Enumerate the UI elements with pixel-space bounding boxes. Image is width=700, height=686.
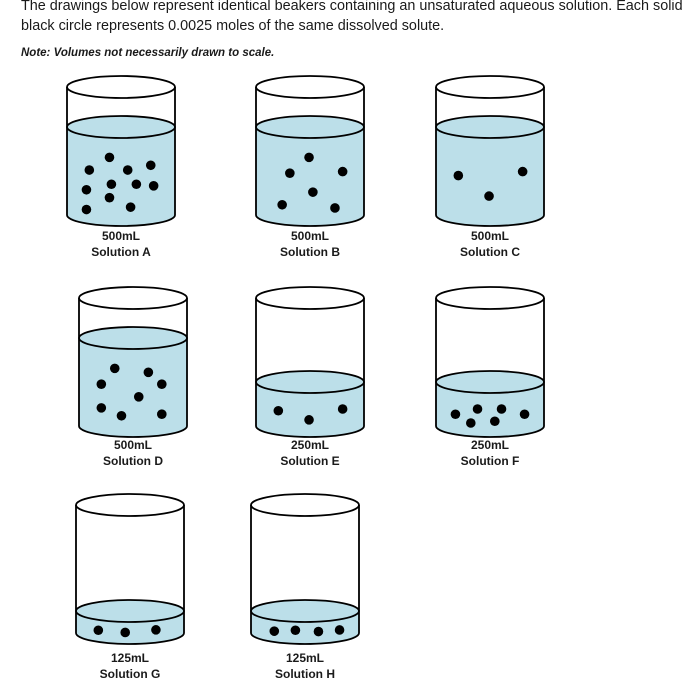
solute-particle	[97, 379, 107, 389]
solute-particle	[82, 185, 92, 195]
beaker-rim	[436, 76, 544, 98]
solute-particle	[285, 168, 295, 178]
solute-particle	[466, 418, 476, 428]
liquid-surface	[76, 600, 184, 622]
beaker-g-label: Solution G	[99, 667, 161, 681]
beaker-a-volume: 500mL	[101, 229, 141, 243]
beaker-h-volume: 125mL	[285, 651, 325, 665]
solute-particle	[291, 625, 301, 635]
solute-particle	[157, 379, 167, 389]
liquid-surface	[256, 116, 364, 138]
liquid-surface	[436, 116, 544, 138]
beaker-c-drawing	[435, 75, 545, 225]
beaker-rim	[256, 287, 364, 309]
beaker-g-volume: 125mL	[110, 651, 150, 665]
solute-particle	[497, 404, 507, 414]
solute-particle	[269, 626, 279, 636]
solute-particle	[473, 404, 483, 414]
solute-particle	[132, 179, 142, 189]
solute-particle	[151, 625, 161, 635]
beaker-g-drawing	[75, 493, 185, 643]
solute-particle	[149, 181, 159, 191]
solute-particle	[520, 409, 530, 419]
solute-particle	[304, 415, 314, 425]
solute-particle	[277, 200, 287, 210]
beaker-d-volume: 500mL	[113, 438, 153, 452]
solute-particle	[157, 409, 167, 419]
liquid-surface	[251, 600, 359, 622]
beaker-d-drawing	[78, 286, 188, 436]
beaker-rim	[256, 76, 364, 98]
beaker-rim	[67, 76, 175, 98]
solute-particle	[120, 628, 130, 638]
beaker-rim	[436, 287, 544, 309]
solute-particle	[107, 179, 117, 189]
beaker-h-drawing	[250, 493, 360, 643]
beaker-a-label: Solution A	[91, 245, 151, 259]
beaker-rim	[79, 287, 187, 309]
solute-particle	[110, 364, 120, 374]
solute-particle	[85, 165, 95, 175]
solute-particle	[338, 167, 348, 177]
solute-particle	[126, 202, 136, 212]
solute-particle	[518, 167, 528, 177]
beaker-h-label: Solution H	[275, 667, 335, 681]
liquid-surface	[256, 371, 364, 393]
beaker-e-drawing	[255, 286, 365, 436]
beaker-a-drawing	[66, 75, 176, 225]
liquid	[256, 127, 364, 226]
beaker-b-volume: 500mL	[290, 229, 330, 243]
solute-particle	[82, 205, 92, 215]
solute-particle	[274, 406, 284, 416]
beaker-c-volume: 500mL	[470, 229, 510, 243]
beaker-f-label: Solution F	[460, 454, 520, 468]
solute-particle	[105, 193, 115, 203]
liquid-surface	[67, 116, 175, 138]
solute-particle	[123, 165, 133, 175]
beaker-rim	[251, 494, 359, 516]
scale-note: Note: Volumes not necessarily drawn to scale.	[21, 47, 275, 59]
solute-particle	[314, 627, 324, 637]
beaker-b-label: Solution B	[280, 245, 340, 259]
solute-particle	[308, 187, 318, 197]
solute-particle	[451, 409, 461, 419]
liquid-surface	[436, 371, 544, 393]
liquid	[436, 127, 544, 226]
beaker-e-volume: 250mL	[290, 438, 330, 452]
solute-particle	[94, 625, 104, 635]
beaker-rim	[76, 494, 184, 516]
solute-particle	[454, 171, 464, 181]
beaker-f-volume: 250mL	[470, 438, 510, 452]
solute-particle	[335, 625, 345, 635]
solute-particle	[338, 404, 348, 414]
intro-text: The drawings below represent identical beakers containing an unsaturated aqueous solution. Each solid black circle represents 0.0025 moles of the same dissolved solute.	[21, 0, 683, 34]
solute-particle	[134, 392, 144, 402]
solute-particle	[105, 153, 115, 163]
solute-particle	[144, 368, 154, 378]
solute-particle	[146, 160, 156, 170]
beaker-e-label: Solution E	[280, 454, 340, 468]
beaker-b-drawing	[255, 75, 365, 225]
solute-particle	[304, 153, 314, 163]
liquid	[79, 338, 187, 437]
solute-particle	[490, 416, 500, 426]
solute-particle	[117, 411, 127, 421]
solute-particle	[97, 403, 107, 413]
solute-particle	[330, 203, 340, 213]
beaker-d-label: Solution D	[103, 454, 163, 468]
liquid-surface	[79, 327, 187, 349]
beaker-f-drawing	[435, 286, 545, 436]
solute-particle	[484, 191, 494, 201]
beaker-c-label: Solution C	[460, 245, 520, 259]
